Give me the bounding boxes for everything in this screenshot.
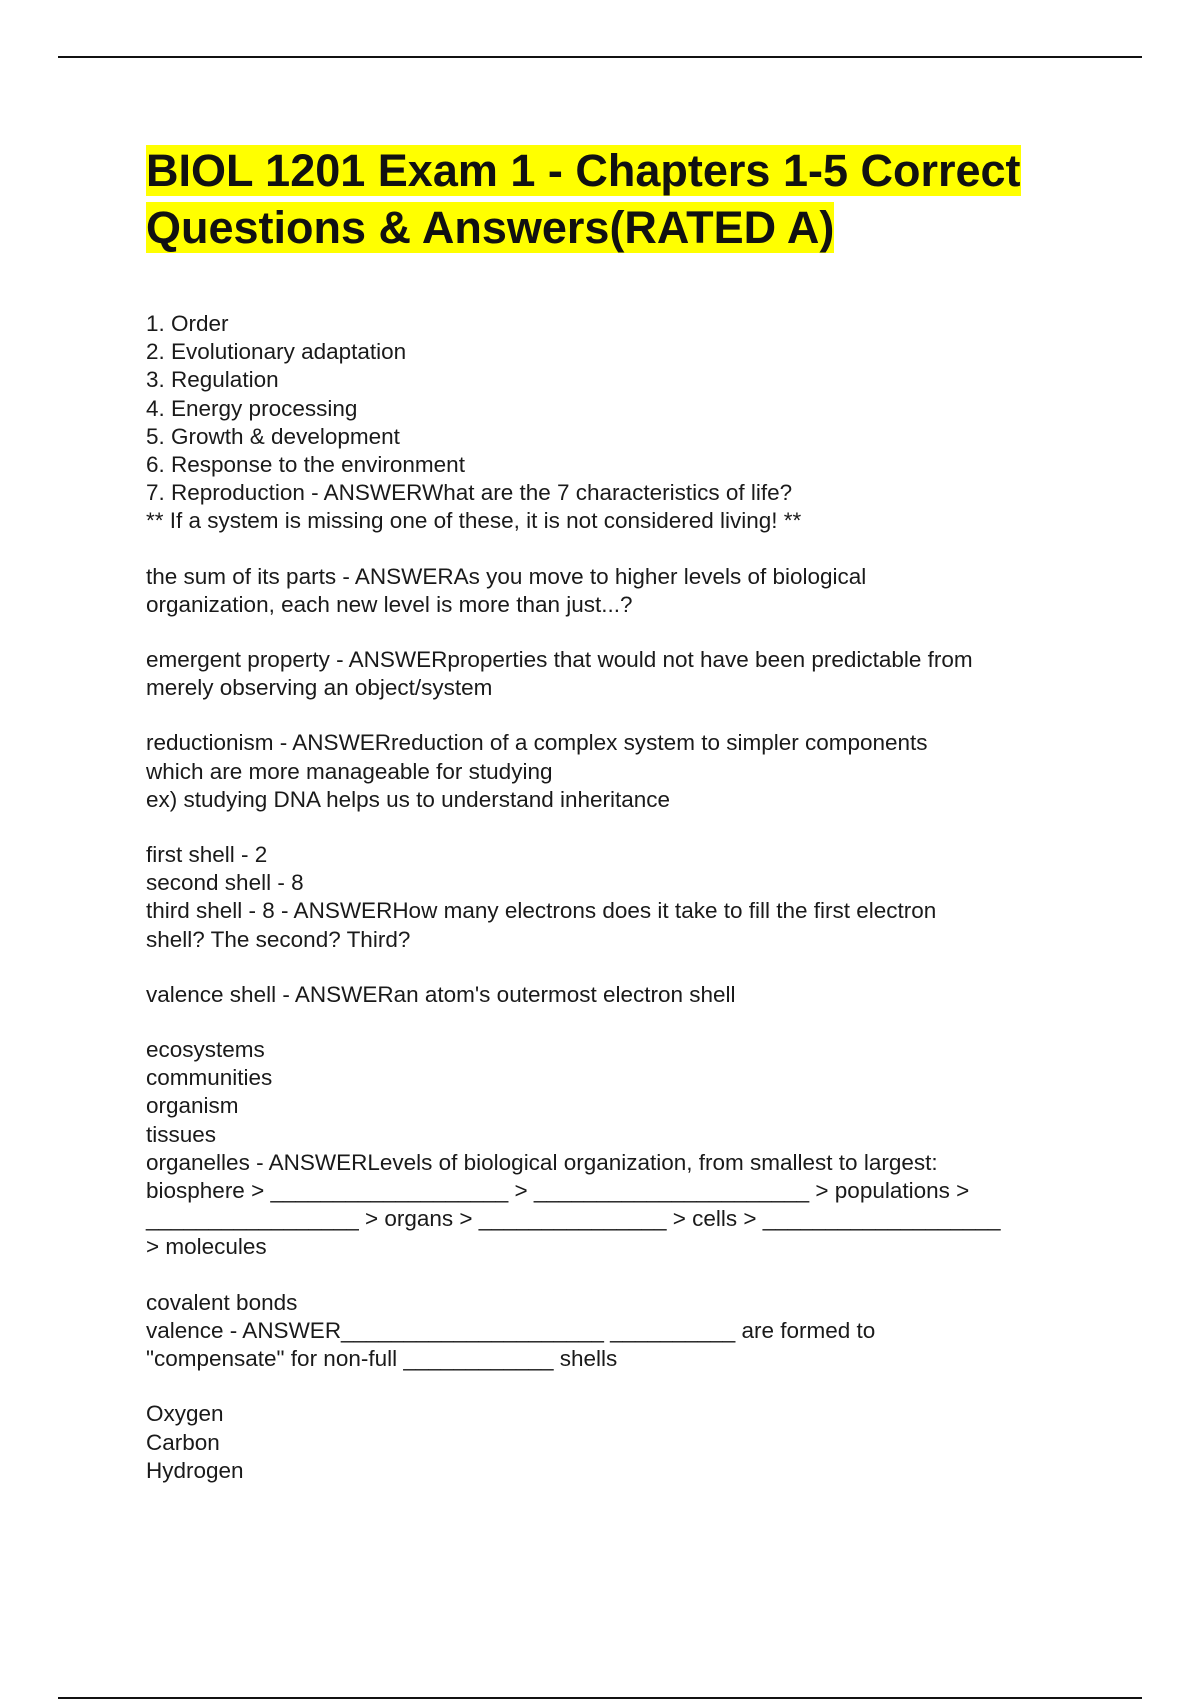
text-line: communities bbox=[146, 1065, 273, 1091]
text-line: ** If a system is missing one of these, it is not considered living! ** bbox=[146, 508, 802, 534]
text-line: merely observing an object/system bbox=[146, 675, 493, 701]
qa-block bbox=[146, 310, 1076, 536]
text-line: biosphere > ___________________ > ______________________ > populations > bbox=[146, 1178, 970, 1204]
text-line: the sum of its parts - ANSWERAs you move to higher levels of biological bbox=[146, 563, 867, 589]
text-line: first shell - 2 bbox=[146, 842, 268, 868]
text-line: 3. Regulation bbox=[146, 367, 279, 393]
bottom-rule bbox=[58, 1697, 1142, 1699]
text-line: Oxygen bbox=[146, 1401, 224, 1427]
qa-block bbox=[146, 1289, 1076, 1374]
text-line: 5. Growth & development bbox=[146, 423, 400, 449]
text-line: ex) studying DNA helps us to understand inheritance bbox=[146, 786, 671, 812]
qa-blocks bbox=[146, 310, 1076, 1485]
text-line: reductionism - ANSWERreduction of a complex system to simpler components bbox=[146, 730, 928, 756]
text-line: Hydrogen bbox=[146, 1457, 244, 1483]
qa-block bbox=[146, 729, 1076, 814]
document-body bbox=[146, 142, 1076, 1512]
text-line: > molecules bbox=[146, 1234, 267, 1260]
text-line: organization, each new level is more than just...? bbox=[146, 591, 633, 617]
top-rule bbox=[58, 56, 1142, 58]
text-line: organism bbox=[146, 1093, 239, 1119]
qa-block bbox=[146, 1400, 1076, 1485]
text-line: emergent property - ANSWERproperties that would not have been predictable from bbox=[146, 647, 973, 673]
qa-block bbox=[146, 841, 1076, 954]
text-line: "compensate" for non-full ____________ shells bbox=[146, 1346, 618, 1372]
title-highlight: BIOL 1201 Exam 1 - Chapters 1-5 Correct Questions & Answers(RATED A) bbox=[146, 145, 1021, 253]
text-line: 7. Reproduction - ANSWERWhat are the 7 characteristics of life? bbox=[146, 480, 793, 506]
document-title bbox=[146, 142, 1076, 256]
text-line: covalent bonds bbox=[146, 1289, 298, 1315]
text-line: second shell - 8 bbox=[146, 870, 304, 896]
text-line: tissues bbox=[146, 1121, 217, 1147]
text-line: ecosystems bbox=[146, 1037, 265, 1063]
text-line: valence - ANSWER_____________________ __________ are formed to bbox=[146, 1317, 876, 1343]
qa-block bbox=[146, 646, 1076, 702]
text-line: _________________ > organs > _______________ > cells > ___________________ bbox=[146, 1206, 1001, 1232]
text-line: organelles - ANSWERLevels of biological organization, from smallest to largest: bbox=[146, 1149, 938, 1175]
text-line: 6. Response to the environment bbox=[146, 452, 465, 478]
text-line: which are more manageable for studying bbox=[146, 758, 553, 784]
text-line: 2. Evolutionary adaptation bbox=[146, 339, 407, 365]
qa-block bbox=[146, 1036, 1076, 1262]
qa-block bbox=[146, 981, 1076, 1009]
qa-block bbox=[146, 563, 1076, 619]
text-line: valence shell - ANSWERan atom's outermost electron shell bbox=[146, 981, 736, 1007]
text-line: shell? The second? Third? bbox=[146, 926, 411, 952]
text-line: 4. Energy processing bbox=[146, 395, 358, 421]
text-line: 1. Order bbox=[146, 311, 229, 336]
text-line: Carbon bbox=[146, 1429, 220, 1455]
text-line: third shell - 8 - ANSWERHow many electrons does it take to fill the first electron bbox=[146, 898, 937, 924]
